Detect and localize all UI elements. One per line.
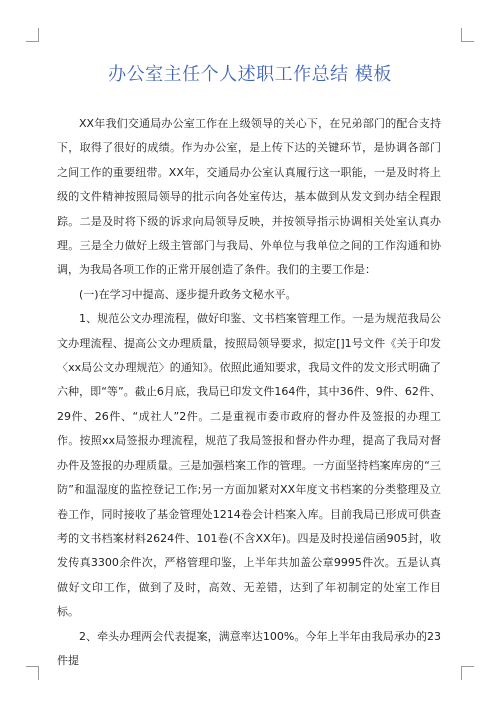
- document-body: [57, 112, 441, 673]
- paragraph-item-1: 1、规范公文办理流程，做好印鉴、文书档案管理工作。一是为规范我局公文办理流程、提高公文办理质量，按照局领导要求，拟定[]1号文件《关于印发〈xx局公文办理规范〉的通知》。依照此通知要求，我局文件的发文形式明确了六种，即“等”。截止6月底，我局已印发文件164件，其中36件、9件、62件、29件、26件、“成社人”2件。二是重视市委市政府的督办件及签报的办理工作。按照xx局签报办理流程，规范了我局签报和督办件办理，提高了我局对督办件及签报的办理质量。三是加强档案工作的管理。一方面坚持档案库房的“三防”和温湿度的监控登记工作;另一方面加紧对XX年度文书档案的分类整理及立卷工作，同时接收了基金管理处1214卷会计档案入库。目前我局已形成可供查考的文书档案材料2624件、101卷(不含XX年)。四是及时投递信函905封，收发传真3300余件次，严格管理印鉴，上半年共加盖公章9995件次。五是认真做好文印工作，做到了及时，高效、无差错，达到了年初制定的处室工作目标。: [57, 312, 441, 619]
- paragraph-item-2: 2、牵头办理两会代表提案，满意率达100%。今年上半年由我局承办的23件提: [57, 629, 441, 667]
- section-heading: (一)在学习中提高、逐步提升政务文秘水平。: [79, 287, 297, 301]
- crop-mark-top-right: [461, 41, 474, 42]
- crop-mark-bottom-left: [38, 666, 39, 680]
- paragraph-intro: XX年我们交通局办公室工作在上级领导的关心下，在兄弟部门的配合支持下，取得了很好的成绩。作为办公室，是上传下达的关键环节，是协调各部门之间工作的重要纽带。XX年，交通局办公室认真履行这一职能，一是及时将上级的文件精神按照局领导的批示向各处室传达，基本做到从发文到办结全程跟踪。二是及时将下级的诉求向局领导反映，并按领导指示协调相关处室认真办理。三是全力做好上级主管部门与我局、外单位与我单位之间的工作沟通和协调，为我局各项工作的正常开展创造了条件。我们的主要工作是：: [57, 117, 441, 277]
- crop-mark-bottom-left: [26, 666, 39, 667]
- crop-mark-top-left: [26, 41, 39, 42]
- crop-mark-bottom-right: [461, 666, 462, 680]
- crop-mark-top-right: [461, 28, 462, 42]
- crop-mark-top-left: [38, 28, 39, 42]
- document-title: 办公室主任个人述职工作总结 模板: [108, 64, 392, 85]
- crop-mark-bottom-right: [461, 666, 474, 667]
